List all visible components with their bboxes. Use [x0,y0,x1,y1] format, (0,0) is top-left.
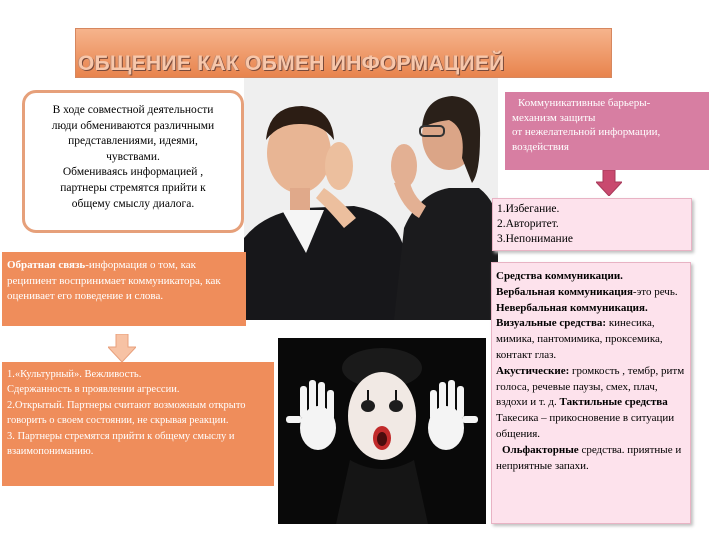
mime-illustration [278,338,486,524]
page-title: ОБЩЕНИЕ КАК ОБМЕН ИНФОРМАЦИЕЙ [78,52,505,75]
photo-listening-people [244,78,498,320]
photo-mime [278,338,486,524]
arrow-down-icon [596,170,622,196]
barrier-list-box [492,198,692,251]
verbal-text: -это речь. [632,285,678,298]
intro-box [22,90,244,233]
olfactory-term: Ольфакторные [502,443,579,456]
intro-line: партнеры стремятся прийти к [60,181,206,194]
barriers-box [505,92,709,170]
feedback-text: -информация о том, как реципиент воспринимает коммуникатора, как оценивает его поведение и слова. [7,259,221,302]
types-line: 1.«Культурный». Вежливость. [7,369,142,380]
barriers-line: от нежелательной информации, [512,126,661,138]
means-heading: Средства коммуникации. [496,270,623,282]
nonverbal-term: Невербальная коммуникация. [496,301,648,314]
arrow-down-icon [108,334,136,362]
types-line: 2.Открытый. Партнеры считают возможным открыто говорить о своем состоянии, не скрывая реакции. [7,399,246,427]
barrier-list-item: 1.Избегание. [497,203,560,215]
types-line: Сдержанность в проявлении агрессии. [7,384,180,396]
tactile-term: Тактильные средства [559,396,668,409]
intro-line: люди обмениваются различными [51,119,215,132]
verbal-term: Вербальная коммуникация [496,285,633,298]
tactile-text: Такесика – прикосновение в ситуации общения. [496,412,675,440]
intro-line: В ходе совместной деятельности [52,104,214,116]
barrier-list-item: 3.Непонимание [497,233,573,245]
intro-line: представлениями, идеями, [68,135,198,148]
types-line: 3. Партнеры стремятся прийти к общему смыслу и взаимопониманию. [7,430,235,458]
visual-term: Визуальные средства: [496,317,607,330]
feedback-box [2,252,246,326]
means-box [491,262,691,524]
communication-types-box [2,362,274,486]
visual-text: кинесика, мимика, пантомимика, проксемика, контакт глаз. [496,317,663,361]
olfactory-text: средства. приятные и неприятные запахи. [496,443,682,472]
intro-line: Обмениваясь информацией , [62,166,204,179]
barriers-line: механизм защиты [512,111,596,124]
barriers-line: воздействия [512,140,569,153]
intro-line: чувствами. [106,150,160,163]
acoustic-text: громкость , тембр, ритм голоса, речевые паузы, смех, плач, вздохи и т. д. [496,364,685,409]
photo-listening-illustration [244,78,498,320]
barrier-list-item: 2.Авторитет. [497,218,559,230]
acoustic-term: Акустические: [496,364,570,377]
barriers-line: Коммуникативные барьеры- [518,97,651,109]
feedback-term: Обратная связь [7,259,86,271]
intro-line: общему смыслу диалога. [71,197,195,210]
